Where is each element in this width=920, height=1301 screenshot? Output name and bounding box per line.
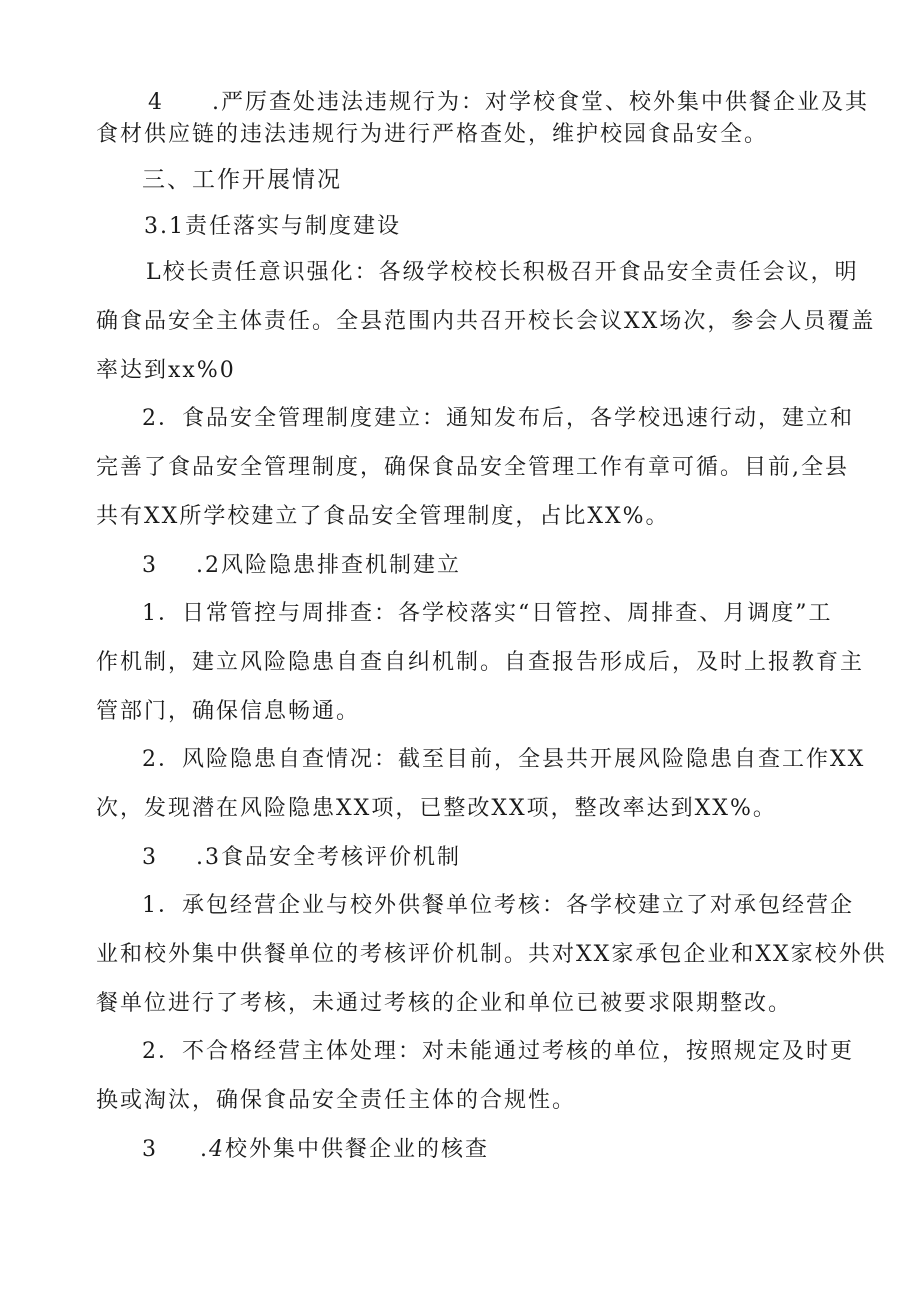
subsection-dot: .	[200, 1137, 209, 1162]
subsection-number: 3	[142, 845, 158, 870]
section-heading: 三、工作开展情况	[142, 167, 342, 193]
paragraph-line: 2．食品安全管理制度建立：通知发布后，各学校迅速行动，建立和	[142, 406, 854, 431]
paragraph-line: 次，发现潜在风险隐患XX项，已整改XX项，整改率达到XX%。	[96, 796, 777, 821]
paragraph-line: 1．承包经营企业与校外供餐单位考核：各学校建立了对承包经营企	[142, 893, 854, 918]
paragraph-line: 完善了食品安全管理制度，确保食品安全管理工作有章可循。目前,全县	[96, 455, 849, 480]
subsection-title: 校外集中供餐企业的核查	[225, 1137, 490, 1162]
subsection-digit: 4	[209, 1137, 225, 1162]
paragraph-line: 4 .严厉查处违法违规行为：对学校食堂、校外集中供餐企业及其	[148, 90, 869, 115]
paragraph-line: L校长责任意识强化：各级学校校长积极召开食品安全责任会议，明	[146, 260, 859, 285]
paragraph-line: 食材供应链的违法违规行为进行严格查处，维护校园食品安全。	[96, 122, 769, 147]
subsection-number: 3	[142, 553, 158, 578]
paragraph-line: 餐单位进行了考核，未通过考核的企业和单位已被要求限期整改。	[96, 991, 793, 1016]
paragraph-line: 确食品安全主体责任。全县范围内共召开校长会议XX场次，参会人员覆盖	[96, 309, 876, 334]
subsection-heading: .3食品安全考核评价机制	[196, 845, 461, 870]
subsection-number: 3	[142, 1137, 158, 1162]
paragraph-line: 管部门，确保信息畅通。	[96, 699, 361, 724]
paragraph-line: 业和校外集中供餐单位的考核评价机制。共对XX家承包企业和XX家校外供	[96, 942, 887, 967]
paragraph-line: 1．日常管控与周排查：各学校落实“日管控、周排查、月调度”工	[142, 601, 833, 626]
subsection-heading: .2风险隐患排查机制建立	[196, 553, 461, 578]
subsection-heading: 3.1责任落实与制度建设	[144, 214, 401, 239]
paragraph-line: 换或淘汰，确保食品安全责任主体的合规性。	[96, 1088, 577, 1113]
paragraph-line: 率达到xx%0	[96, 358, 236, 383]
paragraph-line: 2．不合格经营主体处理：对未能通过考核的单位，按照规定及时更	[142, 1039, 854, 1064]
paragraph-line: 作机制，建立风险隐患自查自纠机制。自查报告形成后，及时上报教育主	[96, 650, 865, 675]
subsection-heading	[200, 1135, 489, 1165]
paragraph-line: 共有XX所学校建立了食品安全管理制度，占比XX%。	[96, 504, 670, 529]
paragraph-line: 2．风险隐患自查情况：截至目前，全县共开展风险隐患自查工作XX	[142, 747, 866, 772]
